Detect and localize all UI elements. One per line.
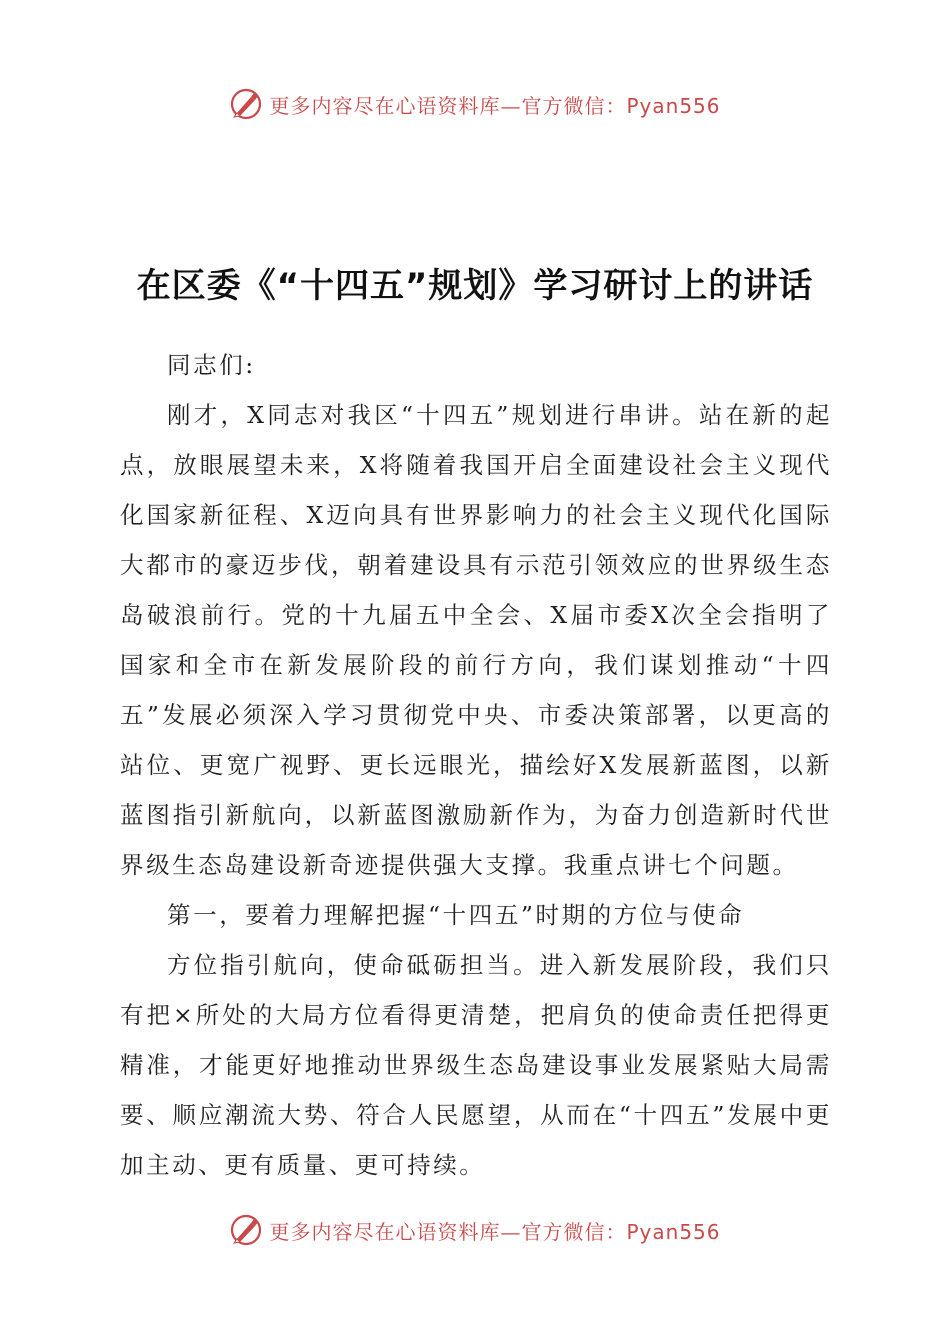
salutation: 同志们: [167,351,256,379]
document-body [120,340,832,1190]
footer-watermark [0,1210,950,1250]
watermark-text: 更多内容尽在心语资料库—官方微信：Pyan556 [269,93,721,118]
section-heading: 第一，要着力理解把握“十四五”时期的方位与使命 [167,901,745,929]
body-paragraph: 刚才，X同志对我区“十四五”规划进行串讲。站在新的起点，放眼展望未来，X将随着我国开启全面建设社会主义现代化国家新征程、X迈向具有世界影响力的社会主义现代化国际大都市的豪迈步伐，朝着建设具有示范引领效应的世界级生态岛破浪前行。党的十九届五中全会、X届市委X次全会指明了国家和全市在新发展阶段的前行方向，我们谋划推动“十四五”发展必须深入学习贯彻党中央、市委决策部署，以更高的站位、更宽广视野、更长远眼光，描绘好X发展新蓝图，以新蓝图指引新航向，以新蓝图激励新作为，为奋力创造新时代世界级生态岛建设新奇迹提供强大支撑。我重点讲七个问题。 [120,401,832,879]
header-watermark [0,84,950,124]
watermark-text: 更多内容尽在心语资料库—官方微信：Pyan556 [269,1219,721,1244]
document-title: 在区委《“十四五”规划》学习研讨上的讲话 [136,266,814,306]
pen-logo-icon [229,87,263,121]
pen-logo-icon [229,1213,263,1247]
body-paragraph: 方位指引航向，使命砥砺担当。进入新发展阶段，我们只有把×所处的大局方位看得更清楚，把肩负的使命责任把得更精准，才能更好地推动世界级生态岛建设事业发展紧贴大局需要、顺应潮流大势、符合人民愿望，从而在“十四五”发展中更加主动、更有质量、更可持续。 [120,951,832,1179]
